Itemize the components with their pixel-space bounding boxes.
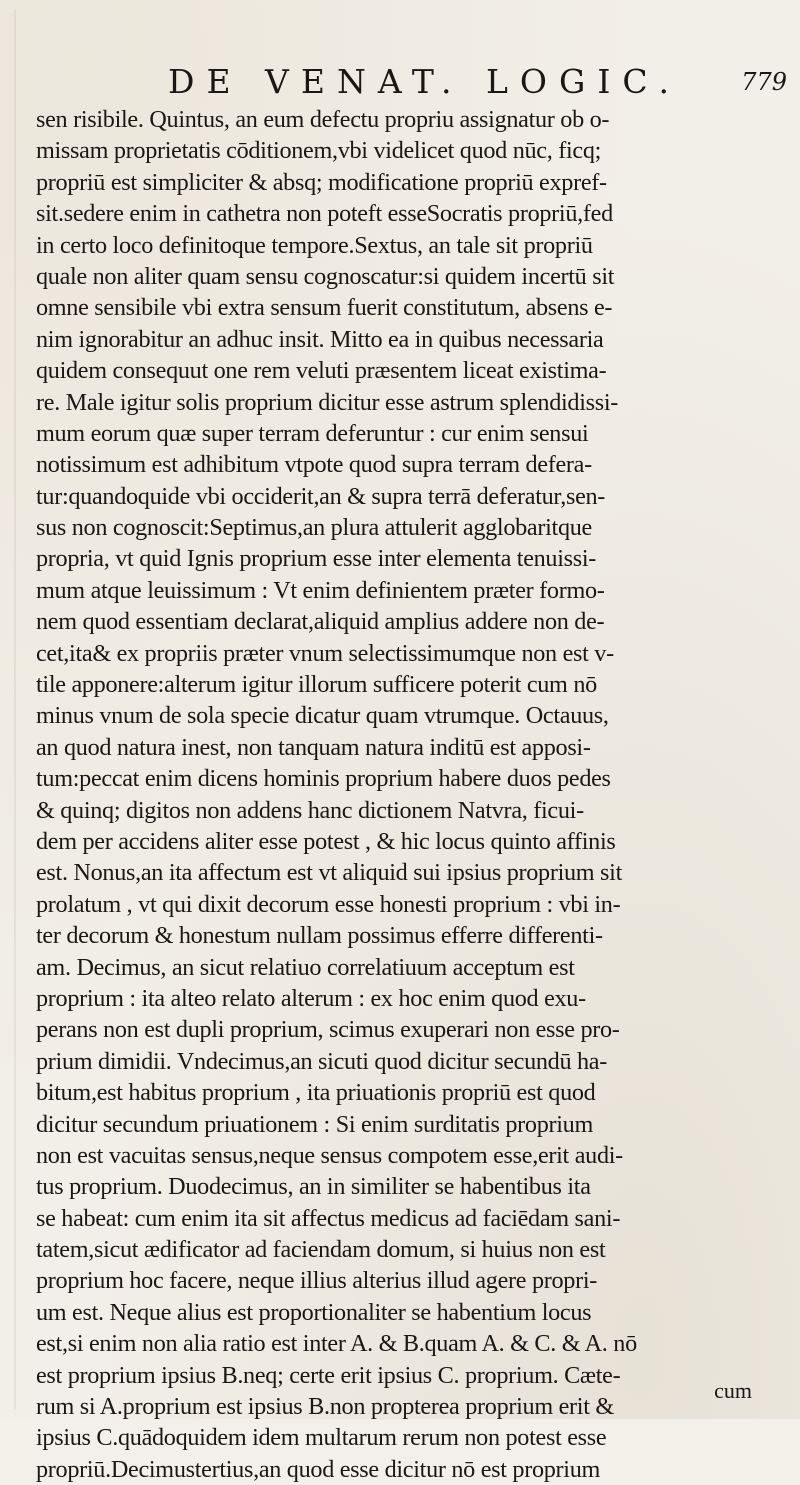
- text-line: ter decorum & honestum nullam possimus efferre differenti-: [36, 922, 603, 950]
- text-line: tum:peccat enim dicens hominis proprium habere duos pedes: [36, 765, 611, 793]
- text-line: am. Decimus, an sicut relatiuo correlatiuum acceptum est: [36, 953, 575, 981]
- text-line: um est. Neque alius est proportionaliter se habentium locus: [36, 1298, 592, 1326]
- running-head: DE VENAT. LOGIC.: [168, 62, 681, 101]
- text-line: & quinq; digitos non addens hanc dictionem Natvra, ficui-: [36, 796, 584, 824]
- page-header: [42, 62, 787, 101]
- text-line: propria, vt quid Ignis proprium esse inter elementa tenuissi-: [36, 545, 597, 573]
- catchword: cum: [714, 1378, 752, 1403]
- text-line: non est vacuitas sensus,neque sensus compotem esse,erit audi-: [36, 1141, 623, 1169]
- text-line: propriū est simpliciter & absq; modificatione propriū expref-: [36, 168, 607, 196]
- text-line: proprium hoc facere, neque illius alterius illud agere propri-: [36, 1267, 598, 1295]
- text-line: sen risibile. Quintus, an eum defectu propriu assignatur ob o-: [36, 106, 610, 133]
- text-line: nem quod essentiam declarat,aliquid amplius addere non de-: [36, 608, 605, 636]
- text-line: re. Male igitur solis proprium dicitur esse astrum splendidissi-: [36, 388, 619, 416]
- text-line: missam proprietatis cōditionem,vbi videlicet quod nūc, ficq;: [36, 137, 602, 165]
- text-line: dem per accidens aliter esse potest , & hic locus quinto affinis: [36, 827, 616, 855]
- page-gutter-shadow: [14, 10, 16, 1410]
- text-line: se habeat: cum enim ita sit affectus medicus ad faciēdam sani-: [36, 1204, 621, 1232]
- text-line: rum si A.proprium est ipsius B.non propterea proprium erit &: [36, 1393, 614, 1421]
- text-line: mum eorum quæ super terram deferuntur : cur enim sensui: [36, 419, 589, 447]
- text-line: quale non aliter quam sensu cognoscatur:si quidem incertū sit: [36, 262, 615, 290]
- text-line: omne sensibile vbi extra sensum fuerit constitutum, absens e-: [36, 294, 613, 322]
- text-line: sus non cognoscit:Septimus,an plura attulerit agglobaritque: [36, 514, 592, 542]
- text-line: prium dimidii. Vndecimus,an sicuti quod dicitur secundū ha-: [36, 1047, 607, 1075]
- text-line: est,si enim non alia ratio est inter A. & B.quam A. & C. & A. nō: [36, 1330, 637, 1358]
- text-line: bitum,est habitus proprium , ita priuationis propriū est quod: [36, 1079, 596, 1107]
- text-line: tus proprium. Duodecimus, an in similiter se habentibus ita: [36, 1173, 591, 1201]
- text-line: quidem consequut one rem veluti præsentem liceat existima-: [36, 357, 607, 385]
- text-line: notissimum est adhibitum vtpote quod supra terram defera-: [36, 451, 592, 479]
- text-line: sit.sedere enim in cathetra non poteft esseSocratis propriū,fed: [36, 200, 613, 228]
- text-line: est. Nonus,an ita affectum est vt aliquid sui ipsius proprium sit: [36, 859, 623, 887]
- text-line: dicitur secundum priuationem : Si enim surditatis proprium: [36, 1110, 593, 1138]
- text-line: ipsius C.quādoquidem idem multarum rerum non potest esse: [36, 1424, 607, 1452]
- text-line: minus vnum de sola specie dicatur quam vtrumque. Octauus,: [36, 702, 609, 730]
- text-line: tur:quandoquide vbi occiderit,an & supra terrā deferatur,sen-: [36, 482, 606, 510]
- page-number: 779: [741, 68, 787, 96]
- body-text: [36, 104, 794, 1485]
- text-line: est proprium ipsius B.neq; certe erit ipsius C. proprium. Cæte-: [36, 1361, 621, 1389]
- text-line: mum atque leuissimum : Vt enim definientem præter formo-: [36, 576, 605, 604]
- text-line: propriū.Decimustertius,an quod esse dicitur nō est proprium: [36, 1455, 601, 1483]
- text-line: prolatum , vt qui dixit decorum esse honesti proprium : vbi in-: [36, 890, 621, 918]
- text-line: nim ignorabitur an adhuc insit. Mitto ea in quibus necessaria: [36, 325, 604, 353]
- text-line: cet,ita& ex propriis præter vnum selectissimumque non est v-: [36, 639, 614, 667]
- text-line: tile apponere:alterum igitur illorum sufficere poterit cum nō: [36, 671, 597, 699]
- text-line: an quod natura inest, non tanquam natura inditū est apposi-: [36, 733, 591, 761]
- text-line: in certo loco definitoque tempore.Sextus, an tale sit propriū: [36, 231, 593, 259]
- text-line: proprium : ita alteo relato alterum : ex hoc enim quod exu-: [36, 984, 586, 1012]
- text-line: perans non est dupli proprium, scimus exuperari non esse pro-: [36, 1016, 620, 1044]
- text-line: tatem,sicut ædificator ad faciendam domum, si huius non est: [36, 1236, 606, 1264]
